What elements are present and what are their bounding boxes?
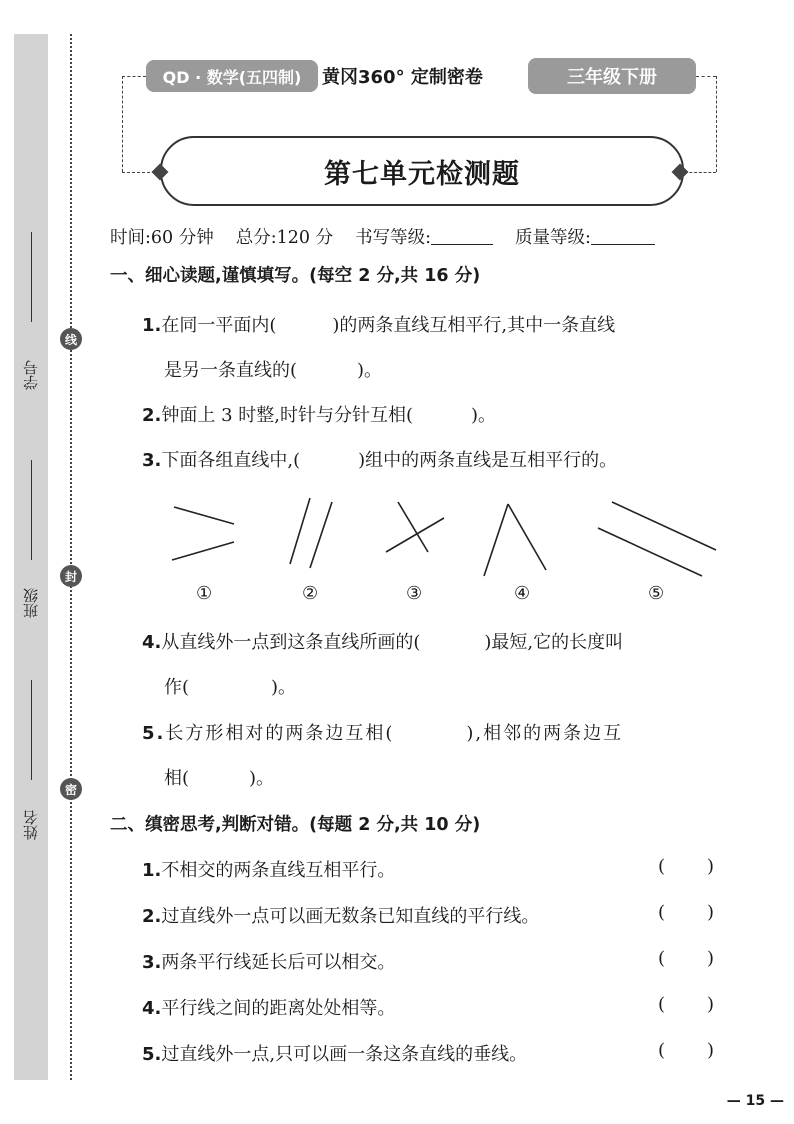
q4-line2: 作( )。 [164,677,297,698]
class-label: 班级 [22,588,40,618]
q5-line2: 相( )。 [164,768,275,789]
fig-label-5: ⑤ [648,583,665,604]
judge-item-2: 2.过直线外一点可以画无数条已知直线的平行线。 [142,906,540,927]
q1-line1: 1.在同一平面内( )的两条直线互相平行,其中一条直线 [142,315,616,336]
line-groups-figure [160,490,730,590]
fig-label-3: ③ [406,583,423,604]
seal-secret-mark: 密 [60,778,82,800]
judge-item-3: 3.两条平行线延长后可以相交。 [142,952,396,973]
judge-item-1: 1.不相交的两条直线互相平行。 [142,860,396,881]
section1-heading: 一、细心读题,谨慎填写。(每空 2 分,共 16 分) [110,266,481,286]
quality-grade-blank [591,228,655,245]
series-name: 黄冈360° 定制密卷 [322,67,483,88]
group3-line-b [386,518,444,552]
cut-line [70,34,72,1080]
group2-line-b [310,502,332,568]
group2-line-a [290,498,310,564]
judge-answer-3[interactable]: ( ) [658,948,715,969]
q2-line: 2.钟面上 3 时整,时针与分针互相( )。 [142,405,497,426]
exam-meta [110,224,655,249]
header-dash-right [696,76,716,77]
seal-seal-mark: 封 [60,565,82,587]
q3-line: 3.下面各组直线中,( )组中的两条直线是互相平行的。 [142,450,618,471]
exam-time: 时间:60 分钟 [110,228,214,248]
name-blank [31,680,32,780]
group4-line-a [484,504,508,576]
fig-label-2: ② [302,583,319,604]
judge-answer-4[interactable]: ( ) [658,994,715,1015]
header-dash-right-vert [716,76,717,172]
quality-grade-label: 质量等级: [515,228,591,248]
exam-total: 总分:120 分 [235,228,334,248]
student-number-label: 学号 [22,360,40,390]
judge-answer-2[interactable]: ( ) [658,902,715,923]
grade-badge: 三年级下册 [528,58,696,94]
writing-grade-label: 书写等级: [355,228,432,248]
fig-label-4: ④ [514,583,531,604]
judge-answer-5[interactable]: ( ) [658,1040,715,1061]
name-label: 姓名 [22,810,40,840]
page-number: — 15 — [726,1093,784,1109]
title-banner [160,136,684,206]
q5-line1: 5.长方形相对的两条边互相( ),相邻的两条边互 [142,723,624,744]
writing-grade-blank [431,228,493,245]
q1-line2: 是另一条直线的( )。 [164,360,383,381]
seal-line-mark: 线 [60,328,82,350]
student-number-blank [31,232,32,322]
page-title: 第七单元检测题 [324,158,520,190]
edition-badge: QD · 数学(五四制) [146,60,318,92]
group5-line-b [598,528,702,576]
header-dash-left [122,76,146,77]
group4-line-b [508,504,546,570]
group1-line-b [172,542,234,560]
group1-line-a [174,507,234,524]
group3-line-a [398,502,428,552]
class-blank [31,460,32,560]
group5-line-a [612,502,716,550]
judge-item-4: 4.平行线之间的距离处处相等。 [142,998,396,1019]
header-dash-left-vert [122,76,123,172]
judge-item-5: 5.过直线外一点,只可以画一条这条直线的垂线。 [142,1044,528,1065]
section2-heading: 二、缜密思考,判断对错。(每题 2 分,共 10 分) [110,815,481,835]
fig-label-1: ① [196,583,213,604]
q4-line1: 4.从直线外一点到这条直线所画的( )最短,它的长度叫 [142,632,624,653]
judge-answer-1[interactable]: ( ) [658,856,715,877]
